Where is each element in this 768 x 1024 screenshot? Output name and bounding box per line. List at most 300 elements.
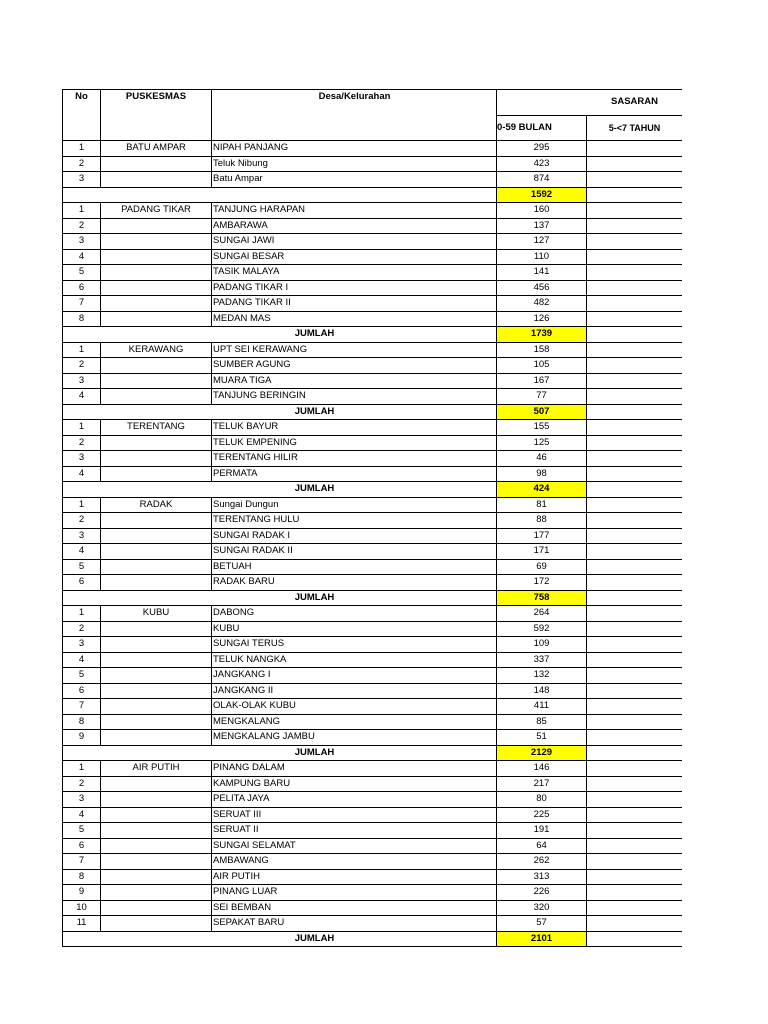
row-number: 1 — [63, 203, 101, 219]
value-5-7-tahun — [587, 730, 683, 746]
table-row — [63, 714, 683, 730]
desa-cell: OLAK-OLAK KUBU — [212, 699, 497, 715]
value-0-59-bulan: 110 — [497, 249, 587, 265]
puskesmas-cell: PADANG TIKAR — [101, 203, 212, 219]
value-0-59-bulan: 262 — [497, 854, 587, 870]
value-5-7-tahun — [587, 823, 683, 839]
row-number: 3 — [63, 792, 101, 808]
puskesmas-cell — [101, 699, 212, 715]
desa-cell: MEDAN MAS — [212, 311, 497, 327]
row-number: 2 — [63, 218, 101, 234]
puskesmas-cell: BATU AMPAR — [101, 141, 212, 157]
value-5-7-tahun — [587, 652, 683, 668]
jumlah-row — [63, 404, 683, 420]
row-number: 3 — [63, 637, 101, 653]
desa-cell: PINANG LUAR — [212, 885, 497, 901]
row-number: 2 — [63, 621, 101, 637]
puskesmas-cell — [101, 156, 212, 172]
value-5-7-tahun — [587, 358, 683, 374]
value-5-7-tahun — [587, 838, 683, 854]
value-5-7-tahun — [587, 203, 683, 219]
header-row — [63, 90, 683, 116]
jumlah-5-7-tahun — [587, 590, 683, 606]
value-0-59-bulan: 81 — [497, 497, 587, 513]
value-0-59-bulan: 177 — [497, 528, 587, 544]
jumlah-5-7-tahun — [587, 745, 683, 761]
jumlah-total: 2129 — [497, 745, 587, 761]
value-5-7-tahun — [587, 761, 683, 777]
value-5-7-tahun — [587, 900, 683, 916]
table-row — [63, 575, 683, 591]
value-5-7-tahun — [587, 389, 683, 405]
value-0-59-bulan: 313 — [497, 869, 587, 885]
row-number: 11 — [63, 916, 101, 932]
puskesmas-cell — [101, 776, 212, 792]
value-5-7-tahun — [587, 854, 683, 870]
desa-cell: TELUK BAYUR — [212, 420, 497, 436]
row-number: 9 — [63, 885, 101, 901]
value-0-59-bulan: 226 — [497, 885, 587, 901]
table-row — [63, 544, 683, 560]
table-row — [63, 621, 683, 637]
table-body — [63, 141, 683, 947]
jumlah-total: 507 — [497, 404, 587, 420]
table-row — [63, 854, 683, 870]
value-0-59-bulan: 85 — [497, 714, 587, 730]
desa-cell: KAMPUNG BARU — [212, 776, 497, 792]
value-5-7-tahun — [587, 714, 683, 730]
value-5-7-tahun — [587, 234, 683, 250]
desa-cell: PINANG DALAM — [212, 761, 497, 777]
puskesmas-cell — [101, 265, 212, 281]
table-row — [63, 683, 683, 699]
value-0-59-bulan: 191 — [497, 823, 587, 839]
table-row — [63, 373, 683, 389]
desa-cell: AMBARAWA — [212, 218, 497, 234]
desa-cell: JANGKANG I — [212, 668, 497, 684]
value-5-7-tahun — [587, 265, 683, 281]
row-number: 5 — [63, 265, 101, 281]
jumlah-label: JUMLAH — [63, 482, 497, 498]
value-0-59-bulan: 98 — [497, 466, 587, 482]
table-row — [63, 730, 683, 746]
row-number: 2 — [63, 435, 101, 451]
value-0-59-bulan: 137 — [497, 218, 587, 234]
value-0-59-bulan: 127 — [497, 234, 587, 250]
spreadsheet — [62, 89, 682, 947]
row-number: 10 — [63, 900, 101, 916]
puskesmas-cell — [101, 807, 212, 823]
value-5-7-tahun — [587, 699, 683, 715]
puskesmas-cell — [101, 668, 212, 684]
puskesmas-cell — [101, 823, 212, 839]
row-number: 1 — [63, 606, 101, 622]
desa-cell: SEI BEMBAN — [212, 900, 497, 916]
puskesmas-cell — [101, 575, 212, 591]
desa-cell: SUMBER AGUNG — [212, 358, 497, 374]
desa-cell: MENGKALANG JAMBU — [212, 730, 497, 746]
table-row — [63, 637, 683, 653]
puskesmas-cell — [101, 435, 212, 451]
puskesmas-cell — [101, 730, 212, 746]
table-row — [63, 342, 683, 358]
puskesmas-cell — [101, 838, 212, 854]
row-number: 3 — [63, 172, 101, 188]
puskesmas-cell — [101, 900, 212, 916]
row-number: 5 — [63, 823, 101, 839]
desa-cell: TERENTANG HULU — [212, 513, 497, 529]
jumlah-total: 1592 — [497, 187, 587, 203]
puskesmas-cell — [101, 513, 212, 529]
value-0-59-bulan: 411 — [497, 699, 587, 715]
value-0-59-bulan: 264 — [497, 606, 587, 622]
value-5-7-tahun — [587, 916, 683, 932]
value-5-7-tahun — [587, 528, 683, 544]
value-5-7-tahun — [587, 172, 683, 188]
row-number: 9 — [63, 730, 101, 746]
value-0-59-bulan: 88 — [497, 513, 587, 529]
puskesmas-cell — [101, 544, 212, 560]
desa-cell: MENGKALANG — [212, 714, 497, 730]
jumlah-row — [63, 931, 683, 947]
table-row — [63, 311, 683, 327]
value-5-7-tahun — [587, 621, 683, 637]
puskesmas-cell: KUBU — [101, 606, 212, 622]
puskesmas-cell — [101, 559, 212, 575]
desa-cell: Batu Ampar — [212, 172, 497, 188]
value-5-7-tahun — [587, 249, 683, 265]
row-number: 1 — [63, 420, 101, 436]
table-row — [63, 606, 683, 622]
value-0-59-bulan: 874 — [497, 172, 587, 188]
value-0-59-bulan: 64 — [497, 838, 587, 854]
row-number: 3 — [63, 234, 101, 250]
jumlah-label: JUMLAH — [63, 590, 497, 606]
puskesmas-cell — [101, 885, 212, 901]
puskesmas-cell — [101, 621, 212, 637]
row-number: 4 — [63, 544, 101, 560]
jumlah-total: 2101 — [497, 931, 587, 947]
puskesmas-cell — [101, 466, 212, 482]
row-number: 7 — [63, 854, 101, 870]
desa-cell: SEPAKAT BARU — [212, 916, 497, 932]
value-0-59-bulan: 126 — [497, 311, 587, 327]
table-row — [63, 172, 683, 188]
value-5-7-tahun — [587, 637, 683, 653]
puskesmas-cell — [101, 683, 212, 699]
puskesmas-cell — [101, 358, 212, 374]
value-5-7-tahun — [587, 513, 683, 529]
desa-cell: AMBAWANG — [212, 854, 497, 870]
desa-cell: TANJUNG BERINGIN — [212, 389, 497, 405]
desa-cell: PADANG TIKAR II — [212, 296, 497, 312]
row-number: 3 — [63, 528, 101, 544]
puskesmas-cell — [101, 218, 212, 234]
value-5-7-tahun — [587, 342, 683, 358]
desa-cell: SERUAT III — [212, 807, 497, 823]
desa-cell: AIR PUTIH — [212, 869, 497, 885]
value-5-7-tahun — [587, 451, 683, 467]
desa-cell: SUNGAI JAWI — [212, 234, 497, 250]
puskesmas-cell — [101, 528, 212, 544]
header-5-7-tahun: 5-<7 TAHUN — [587, 115, 683, 141]
value-0-59-bulan: 295 — [497, 141, 587, 157]
header-sasaran: SASARAN — [497, 90, 683, 116]
value-5-7-tahun — [587, 544, 683, 560]
value-0-59-bulan: 592 — [497, 621, 587, 637]
puskesmas-cell — [101, 311, 212, 327]
desa-cell: SUNGAI TERUS — [212, 637, 497, 653]
jumlah-5-7-tahun — [587, 187, 683, 203]
value-0-59-bulan: 456 — [497, 280, 587, 296]
value-0-59-bulan: 217 — [497, 776, 587, 792]
row-number: 6 — [63, 575, 101, 591]
puskesmas-cell: KERAWANG — [101, 342, 212, 358]
table-row — [63, 389, 683, 405]
table-row — [63, 559, 683, 575]
puskesmas-cell — [101, 854, 212, 870]
desa-cell: TANJUNG HARAPAN — [212, 203, 497, 219]
jumlah-total: 424 — [497, 482, 587, 498]
row-number: 7 — [63, 296, 101, 312]
table-row — [63, 699, 683, 715]
table-row — [63, 761, 683, 777]
value-0-59-bulan: 105 — [497, 358, 587, 374]
table-row — [63, 265, 683, 281]
desa-cell: JANGKANG II — [212, 683, 497, 699]
table-row — [63, 156, 683, 172]
table-row — [63, 916, 683, 932]
table-row — [63, 885, 683, 901]
table-row — [63, 249, 683, 265]
value-0-59-bulan: 80 — [497, 792, 587, 808]
row-number: 6 — [63, 838, 101, 854]
puskesmas-cell — [101, 234, 212, 250]
row-number: 7 — [63, 699, 101, 715]
desa-cell: MUARA TIGA — [212, 373, 497, 389]
desa-cell: SUNGAI RADAK II — [212, 544, 497, 560]
row-number: 8 — [63, 869, 101, 885]
desa-cell: Teluk Nibung — [212, 156, 497, 172]
value-5-7-tahun — [587, 296, 683, 312]
row-number: 1 — [63, 141, 101, 157]
value-5-7-tahun — [587, 420, 683, 436]
jumlah-row — [63, 590, 683, 606]
row-number: 6 — [63, 280, 101, 296]
row-number: 4 — [63, 249, 101, 265]
puskesmas-cell — [101, 373, 212, 389]
jumlah-total: 758 — [497, 590, 587, 606]
value-0-59-bulan: 423 — [497, 156, 587, 172]
row-number: 6 — [63, 683, 101, 699]
value-5-7-tahun — [587, 807, 683, 823]
value-5-7-tahun — [587, 606, 683, 622]
desa-cell: SUNGAI RADAK I — [212, 528, 497, 544]
table-row — [63, 420, 683, 436]
value-5-7-tahun — [587, 683, 683, 699]
table-row — [63, 358, 683, 374]
desa-cell: PADANG TIKAR I — [212, 280, 497, 296]
table-row — [63, 497, 683, 513]
value-5-7-tahun — [587, 141, 683, 157]
jumlah-row — [63, 187, 683, 203]
desa-cell: BETUAH — [212, 559, 497, 575]
desa-cell: TASIK MALAYA — [212, 265, 497, 281]
table-row — [63, 652, 683, 668]
value-5-7-tahun — [587, 885, 683, 901]
value-0-59-bulan: 320 — [497, 900, 587, 916]
jumlah-5-7-tahun — [587, 404, 683, 420]
row-number: 2 — [63, 156, 101, 172]
value-5-7-tahun — [587, 435, 683, 451]
row-number: 8 — [63, 311, 101, 327]
desa-cell: Sungai Dungun — [212, 497, 497, 513]
jumlah-total: 1739 — [497, 327, 587, 343]
jumlah-label: JUMLAH — [63, 404, 497, 420]
jumlah-label: JUMLAH — [63, 931, 497, 947]
table-row — [63, 668, 683, 684]
puskesmas-cell — [101, 792, 212, 808]
table-row — [63, 528, 683, 544]
value-5-7-tahun — [587, 156, 683, 172]
table-row — [63, 807, 683, 823]
value-5-7-tahun — [587, 373, 683, 389]
value-0-59-bulan: 46 — [497, 451, 587, 467]
value-0-59-bulan: 172 — [497, 575, 587, 591]
value-0-59-bulan: 77 — [497, 389, 587, 405]
row-number: 8 — [63, 714, 101, 730]
row-number: 2 — [63, 358, 101, 374]
table-row — [63, 296, 683, 312]
table-row — [63, 203, 683, 219]
value-0-59-bulan: 132 — [497, 668, 587, 684]
table-row — [63, 792, 683, 808]
puskesmas-cell — [101, 296, 212, 312]
desa-cell: SUNGAI SELAMAT — [212, 838, 497, 854]
table-row — [63, 466, 683, 482]
value-5-7-tahun — [587, 792, 683, 808]
desa-cell: TERENTANG HILIR — [212, 451, 497, 467]
jumlah-label — [63, 187, 497, 203]
row-number: 4 — [63, 389, 101, 405]
desa-cell: SERUAT II — [212, 823, 497, 839]
desa-cell: DABONG — [212, 606, 497, 622]
jumlah-label: JUMLAH — [63, 745, 497, 761]
puskesmas-cell — [101, 249, 212, 265]
puskesmas-cell: TERENTANG — [101, 420, 212, 436]
table-row — [63, 823, 683, 839]
desa-cell: NIPAH PANJANG — [212, 141, 497, 157]
table-row — [63, 900, 683, 916]
table-row — [63, 776, 683, 792]
value-5-7-tahun — [587, 869, 683, 885]
value-0-59-bulan: 158 — [497, 342, 587, 358]
puskesmas-cell: RADAK — [101, 497, 212, 513]
table-row — [63, 435, 683, 451]
row-number: 1 — [63, 497, 101, 513]
desa-cell: TELUK NANGKA — [212, 652, 497, 668]
value-0-59-bulan: 148 — [497, 683, 587, 699]
row-number: 4 — [63, 466, 101, 482]
header-no: No — [63, 90, 101, 141]
table-row — [63, 513, 683, 529]
value-5-7-tahun — [587, 559, 683, 575]
value-0-59-bulan: 337 — [497, 652, 587, 668]
jumlah-5-7-tahun — [587, 327, 683, 343]
value-5-7-tahun — [587, 575, 683, 591]
puskesmas-cell — [101, 916, 212, 932]
desa-cell: UPT SEI KERAWANG — [212, 342, 497, 358]
desa-cell: RADAK BARU — [212, 575, 497, 591]
header-puskesmas: PUSKESMAS — [101, 90, 212, 141]
jumlah-5-7-tahun — [587, 931, 683, 947]
puskesmas-cell — [101, 389, 212, 405]
table-row — [63, 869, 683, 885]
row-number: 5 — [63, 559, 101, 575]
row-number: 1 — [63, 342, 101, 358]
value-5-7-tahun — [587, 311, 683, 327]
puskesmas-cell — [101, 451, 212, 467]
desa-cell: KUBU — [212, 621, 497, 637]
value-0-59-bulan: 109 — [497, 637, 587, 653]
desa-cell: PERMATA — [212, 466, 497, 482]
value-0-59-bulan: 69 — [497, 559, 587, 575]
row-number: 3 — [63, 451, 101, 467]
row-number: 2 — [63, 513, 101, 529]
value-0-59-bulan: 225 — [497, 807, 587, 823]
value-5-7-tahun — [587, 668, 683, 684]
value-5-7-tahun — [587, 776, 683, 792]
table-row — [63, 234, 683, 250]
value-0-59-bulan: 171 — [497, 544, 587, 560]
value-5-7-tahun — [587, 218, 683, 234]
value-0-59-bulan: 167 — [497, 373, 587, 389]
row-number: 1 — [63, 761, 101, 777]
jumlah-row — [63, 482, 683, 498]
sasaran-table — [62, 89, 682, 947]
table-row — [63, 280, 683, 296]
value-0-59-bulan: 160 — [497, 203, 587, 219]
value-5-7-tahun — [587, 466, 683, 482]
value-0-59-bulan: 146 — [497, 761, 587, 777]
row-number: 4 — [63, 807, 101, 823]
jumlah-row — [63, 327, 683, 343]
table-row — [63, 218, 683, 234]
jumlah-5-7-tahun — [587, 482, 683, 498]
value-5-7-tahun — [587, 497, 683, 513]
header-0-59-bulan: 0-59 BULAN — [497, 115, 587, 141]
jumlah-row — [63, 745, 683, 761]
puskesmas-cell — [101, 869, 212, 885]
puskesmas-cell — [101, 652, 212, 668]
value-0-59-bulan: 57 — [497, 916, 587, 932]
table-row — [63, 451, 683, 467]
row-number: 4 — [63, 652, 101, 668]
value-0-59-bulan: 51 — [497, 730, 587, 746]
row-number: 3 — [63, 373, 101, 389]
puskesmas-cell — [101, 280, 212, 296]
puskesmas-cell — [101, 172, 212, 188]
value-0-59-bulan: 125 — [497, 435, 587, 451]
desa-cell: SUNGAI BESAR — [212, 249, 497, 265]
jumlah-label: JUMLAH — [63, 327, 497, 343]
table-row — [63, 141, 683, 157]
row-number: 2 — [63, 776, 101, 792]
value-5-7-tahun — [587, 280, 683, 296]
value-0-59-bulan: 155 — [497, 420, 587, 436]
desa-cell: PELITA JAYA — [212, 792, 497, 808]
puskesmas-cell: AIR PUTIH — [101, 761, 212, 777]
